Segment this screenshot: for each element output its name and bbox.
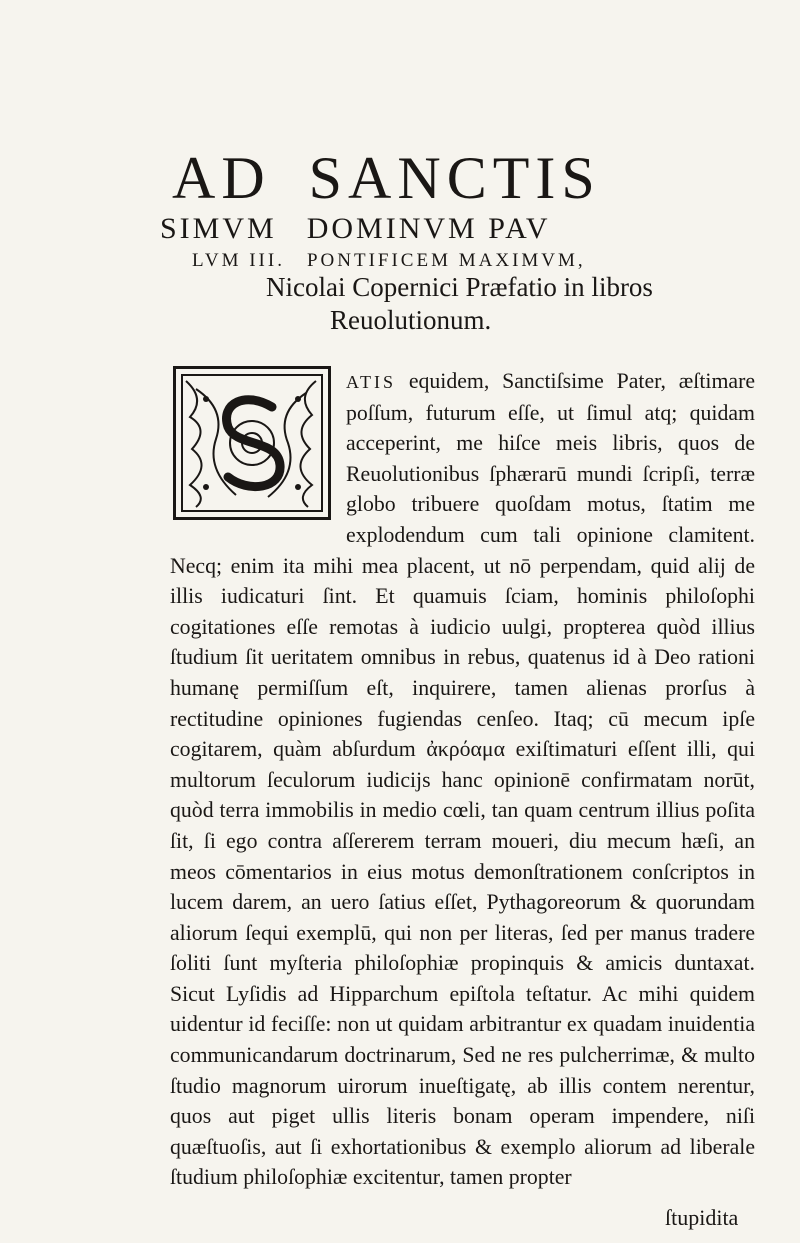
preface-text: equidem, Sanctiſsime Pater, æſtimare poſſum, futurum eſſe, ut ſimul atq; quidam acceperint, me hiſce meis libris, quos de Reuolutionibus ſphærarū mundi ſcripſi, terræ globo tribuere quoſdam motus, ſtatim me explodendum cum tali opinione clamitent. Necq; enim ita mihi mea placent, ut nō perpendam, quid alij de illis iudicaturi ſint. Et quamuis ſciam, hominis philoſophi cogitationes eſſe remotas à iudicio uulgi, propterea quòd illius ſtudium ſit ueritatem omnibus in rebus, quatenus id à Deo rationi humanę permiſſum eſt, inquirere, tamen alienas prorſus à rectitudine opiniones fugiendas cenſeo. Itaq; cū mecum ipſe cogitarem, quàm abſurdum ἀκρόαμα exiſtimaturi eſſent illi, qui multorum ſeculorum iudicijs hanc opinionē confirmatam norūt, quòd terra immobilis in medio cœli, tan quam centrum illius poſita ſit, ſi ego contra aſſererem terram moueri, diu mecum hæſi, an meos cōmentarios in eius motus demonſtrationem conſcriptos in lucem darem, an uero ſatius eſſet, Pythagoreorum & quorundam aliorum ſequi exemplū, qui non per literas, ſed per manus tradere ſoliti ſunt myſteria philoſophiæ propinquis & amicis duntaxat. Sicut Lyſidis ad Hipparchum epiſtola teſtatur. Ac mihi quidem uidentur id feciſſe: non ut quidam arbitrantur ex quadam inuidentia communicandarum doctrinarum, Sed ne res pulcherrimæ, & multo ſtudio magnorum uirorum inueſtigatę, ab illis contem nerentur, quos aut piget ullis literis bonam operam impendere, niſi quæſtuoſis, aut ſi exhortationibus & exemplo aliorum ad liberale ſtudium philoſophiæ excitentur, tamen propter — [170, 369, 756, 1190]
heading-dominvm: DOMINVM PAV — [306, 212, 551, 245]
catchword: ſtupidita — [665, 1205, 739, 1230]
heading-pontificem: PONTIFICEM MAXIMVM, — [306, 250, 586, 271]
heading-line-5: Reuolutionum. — [330, 305, 492, 335]
first-word: ATIS — [346, 372, 397, 392]
preface-body — [170, 366, 755, 1193]
heading-simvm: SIMVM — [160, 212, 277, 245]
heading-line-1 — [172, 146, 601, 210]
heading-line-3 — [192, 250, 586, 272]
heading-line-4: Nicolai Copernici Præfatio in libros — [266, 272, 653, 302]
heading-lvm: LVM III. — [192, 250, 285, 271]
heading-line-2 — [160, 212, 551, 246]
heading-ad: AD — [172, 145, 271, 211]
heading-sanctis: SANCTIS — [308, 145, 601, 211]
